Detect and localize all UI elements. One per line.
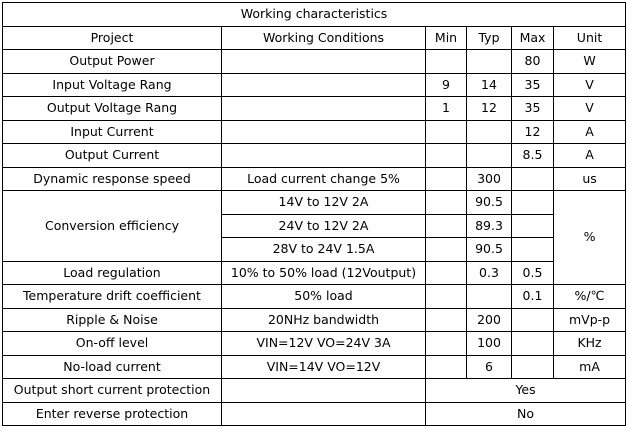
cell-project: Output short current protection [3,379,222,403]
cell-min [426,355,467,379]
cell-typ: 89.3 [467,214,512,238]
cell-min [426,50,467,74]
header-conditions: Working Conditions [222,26,426,50]
characteristics-table-wrapper [2,2,626,426]
cell-typ: 12 [467,97,512,121]
cell-unit: A [554,144,626,168]
cell-project: Output Voltage Rang [3,97,222,121]
table-row-input-voltage [3,73,626,97]
table-row-no-load-current [3,355,626,379]
cell-min [426,167,467,191]
cell-project: Input Current [3,120,222,144]
cell-typ: 300 [467,167,512,191]
cell-max [512,214,554,238]
cell-min: 9 [426,73,467,97]
table-row-output-power [3,50,626,74]
cell-max: 8.5 [512,144,554,168]
cell-min [426,332,467,356]
cell-condition: VIN=14V VO=12V [222,355,426,379]
cell-project: Load regulation [3,261,222,285]
cell-condition: 24V to 12V 2A [222,214,426,238]
cell-condition: 28V to 24V 1.5A [222,238,426,262]
cell-condition [222,73,426,97]
table-title: Working characteristics [3,3,626,27]
cell-project: Enter reverse protection [3,402,222,426]
cell-min [426,120,467,144]
cell-unit: mA [554,355,626,379]
cell-max: 0.1 [512,285,554,309]
cell-typ: 14 [467,73,512,97]
cell-typ [467,50,512,74]
cell-condition [222,50,426,74]
cell-condition [222,379,426,403]
cell-unit: % [554,191,626,285]
cell-typ [467,144,512,168]
cell-project: Input Voltage Rang [3,73,222,97]
cell-value: Yes [426,379,626,403]
cell-condition [222,97,426,121]
cell-min [426,214,467,238]
table-row-conversion-efficiency-1 [3,191,626,215]
cell-project: Output Power [3,50,222,74]
header-max: Max [512,26,554,50]
table-row-input-current [3,120,626,144]
table-header-row [3,26,626,50]
cell-typ: 6 [467,355,512,379]
cell-unit: us [554,167,626,191]
table-row-on-off-level [3,332,626,356]
header-typ: Typ [467,26,512,50]
cell-project: Temperature drift coefficient [3,285,222,309]
table-row-dynamic-response [3,167,626,191]
cell-min [426,261,467,285]
cell-project: No-load current [3,355,222,379]
table-row-output-voltage [3,97,626,121]
cell-condition [222,402,426,426]
cell-max [512,332,554,356]
cell-condition [222,144,426,168]
cell-max [512,355,554,379]
cell-max: 0.5 [512,261,554,285]
cell-min [426,191,467,215]
cell-condition: 50% load [222,285,426,309]
cell-min [426,238,467,262]
cell-max [512,308,554,332]
cell-value: No [426,402,626,426]
cell-typ: 0.3 [467,261,512,285]
cell-typ: 200 [467,308,512,332]
cell-typ [467,120,512,144]
table-row-temperature-drift [3,285,626,309]
cell-project: Conversion efficiency [3,191,222,262]
cell-max [512,167,554,191]
cell-min: 1 [426,97,467,121]
cell-min [426,308,467,332]
cell-unit: A [554,120,626,144]
cell-project: On-off level [3,332,222,356]
cell-max: 80 [512,50,554,74]
cell-project: Ripple & Noise [3,308,222,332]
cell-project: Dynamic response speed [3,167,222,191]
cell-max: 12 [512,120,554,144]
cell-condition: VIN=12V VO=24V 3A [222,332,426,356]
header-min: Min [426,26,467,50]
cell-typ: 90.5 [467,238,512,262]
cell-min [426,144,467,168]
cell-typ: 100 [467,332,512,356]
table-row-short-protection [3,379,626,403]
cell-unit: KHz [554,332,626,356]
cell-typ: 90.5 [467,191,512,215]
cell-condition: 14V to 12V 2A [222,191,426,215]
working-characteristics-table [2,2,626,426]
table-row-load-regulation [3,261,626,285]
cell-condition: 20NHz bandwidth [222,308,426,332]
table-row-ripple-noise [3,308,626,332]
cell-condition: Load current change 5% [222,167,426,191]
header-unit: Unit [554,26,626,50]
cell-min [426,285,467,309]
cell-unit: V [554,73,626,97]
cell-unit: %/℃ [554,285,626,309]
cell-unit: mVp-p [554,308,626,332]
cell-typ [467,285,512,309]
table-row-output-current [3,144,626,168]
cell-project: Output Current [3,144,222,168]
cell-unit: W [554,50,626,74]
table-title-row [3,3,626,27]
cell-unit: V [554,97,626,121]
cell-max [512,238,554,262]
cell-max: 35 [512,97,554,121]
cell-max: 35 [512,73,554,97]
cell-condition [222,120,426,144]
header-project: Project [3,26,222,50]
table-row-reverse-protection [3,402,626,426]
cell-condition: 10% to 50% load (12Voutput) [222,261,426,285]
cell-max [512,191,554,215]
